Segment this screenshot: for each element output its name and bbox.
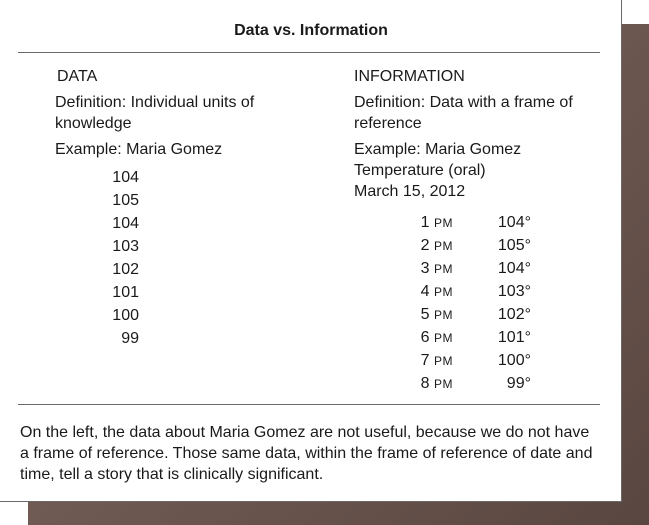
information-row [410, 326, 531, 349]
data-value: 104 [112, 169, 139, 186]
information-row [410, 303, 531, 326]
data-value: 102 [112, 261, 139, 278]
hour: 7 [420, 352, 430, 369]
data-definition: Definition: Individual units of knowledge [55, 94, 255, 132]
information-example-line: March 15, 2012 [354, 183, 466, 200]
period: PM [434, 239, 453, 253]
information-heading: INFORMATION [354, 68, 465, 85]
data-value: 101 [112, 284, 139, 301]
information-row [410, 349, 531, 372]
data-value: 100 [112, 307, 139, 324]
temperature: 104° [497, 214, 531, 231]
time-cell [410, 349, 453, 372]
temperature: 101° [497, 329, 531, 346]
information-row [410, 211, 531, 234]
data-value: 104 [112, 215, 139, 232]
information-row [410, 257, 531, 280]
time-cell [410, 280, 453, 303]
data-heading: DATA [57, 68, 98, 85]
information-example-line: Temperature (oral) [354, 162, 486, 179]
time-cell [410, 303, 453, 326]
information-row [410, 372, 531, 395]
data-example: Example: Maria Gomez [55, 141, 223, 158]
period: PM [434, 377, 453, 391]
period: PM [434, 354, 453, 368]
time-cell [410, 372, 453, 395]
information-example-line: Example: Maria Gomez [354, 141, 522, 158]
figure-title: Data vs. Information [234, 22, 388, 39]
temperature: 99° [506, 375, 531, 392]
temperature: 104° [497, 260, 531, 277]
hour: 6 [420, 329, 430, 346]
period: PM [434, 331, 453, 345]
top-divider [18, 52, 600, 53]
information-values-list [410, 211, 531, 395]
data-value: 103 [112, 238, 139, 255]
data-value: 105 [112, 192, 139, 209]
data-value: 99 [121, 330, 139, 347]
temperature: 105° [497, 237, 531, 254]
period: PM [434, 216, 453, 230]
time-cell [410, 211, 453, 234]
time-cell [410, 326, 453, 349]
time-cell [410, 257, 453, 280]
hour: 2 [420, 237, 430, 254]
hour: 3 [420, 260, 430, 277]
hour: 5 [420, 306, 430, 323]
temperature: 103° [497, 283, 531, 300]
footer-caption: On the left, the data about Maria Gomez are not useful, because we do not have a frame of reference. Those same data, within the frame of reference of date and time, tell a story that is clinically significant. [20, 424, 593, 483]
information-row [410, 280, 531, 303]
period: PM [434, 308, 453, 322]
data-values-list [100, 166, 139, 350]
period: PM [434, 262, 453, 276]
time-cell [410, 234, 453, 257]
bottom-divider [18, 404, 600, 405]
information-row [410, 234, 531, 257]
hour: 8 [420, 375, 430, 392]
hour: 4 [420, 283, 430, 300]
temperature: 100° [497, 352, 531, 369]
hour: 1 [420, 214, 430, 231]
period: PM [434, 285, 453, 299]
information-definition: Definition: Data with a frame of reference [354, 94, 573, 132]
temperature: 102° [497, 306, 531, 323]
information-example [354, 139, 594, 202]
